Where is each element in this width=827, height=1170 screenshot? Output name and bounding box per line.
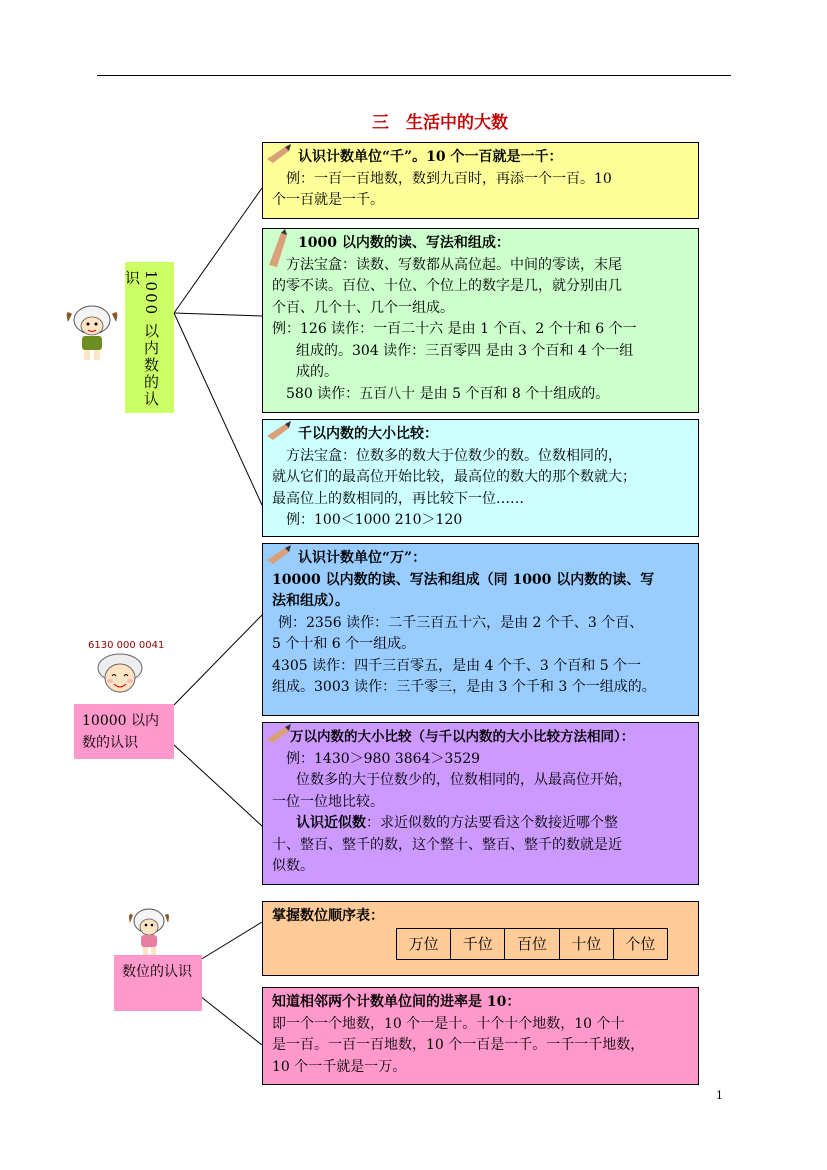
box-text: 方法宝盒：读数、写数都从高位起。中间的零读，末尾 — [286, 256, 622, 273]
page-number: 1 — [716, 1089, 723, 1102]
box-text: 的零不读。百位、十位、个位上的数字是几，就分别由几 — [272, 278, 622, 294]
box-text: 580 读作：五百八十 是由 5 个百和 8 个十组成的。 — [286, 385, 610, 402]
box-text: ：求近似数的方法要看这个数接近哪个整 — [366, 815, 618, 831]
place-value-table — [396, 928, 668, 960]
pen-hand-icon — [265, 544, 293, 566]
box-compare-10000 — [262, 722, 699, 885]
label-10000-within: 10000 以内数的认识 — [74, 704, 174, 759]
box-text: 一位一位地比较。 — [272, 793, 384, 810]
box-text: 例：100＜1000 210＞120 — [286, 512, 463, 528]
box-text: 例：2356 读作：二千三百五十六，是由 2 个千、3 个百、 — [278, 614, 644, 631]
box-text: 例：一百一百地数，数到九百时，再添一个一百。10 — [286, 170, 612, 187]
box-read-write-1000 — [262, 228, 699, 413]
box-text: 组成的。304 读作：三百零四 是由 3 个百和 4 个一组 — [296, 342, 634, 359]
box-heading: 万以内数的大小比较（与千以内数的大小比较方法相同）： — [290, 729, 635, 745]
box-heading: 知道相邻两个计数单位间的进率是 10： — [272, 994, 521, 1010]
place-cell-ge: 个位 — [625, 935, 656, 953]
box-text: 个百、几个十、几个一组成。 — [272, 299, 454, 316]
sheep-face-icon — [90, 650, 150, 702]
page-title: 三 生活中的大数 — [372, 113, 508, 133]
pen-hand-icon — [265, 143, 293, 165]
place-cell-qian: 千位 — [451, 929, 505, 959]
box-heading: 掌握数位顺序表： — [272, 908, 384, 924]
pen-hand-icon — [265, 420, 293, 442]
box-text: 就从它们的最高位开始比较，最高位的数大的那个数就大； — [272, 469, 636, 485]
box-text: 10 个一千就是一万。 — [272, 1058, 407, 1075]
box-text: 十、整百、整千的数，这个整十、整百、整千的数就是近 — [272, 836, 622, 853]
box-text: 是一百。一百一百地数，10 个一百是一千。一千一千地数， — [272, 1037, 645, 1053]
place-cell-bai: 百位 — [505, 929, 559, 959]
box-heading: 千以内数的大小比较： — [298, 426, 438, 442]
box-text: 方法宝盒：位数多的数大于位数少的数。位数相同的， — [286, 447, 622, 464]
box-text: 即一个一个地数，10 个一是十。十个十个地数，10 个十 — [272, 1015, 625, 1032]
box-text: 5 个十和 6 个一组成。 — [272, 636, 416, 652]
box-text: 组成。3003 读作：三千零三，是由 3 个千和 3 个一组成的。 — [272, 679, 656, 695]
box-text: 4305 读作：四千三百零五，是由 4 个千、3 个百和 5 个一 — [272, 657, 642, 674]
box-subheading: 法和组成）。 — [272, 593, 349, 609]
box-subheading: 10000 以内数的读、写法和组成（同 1000 以内数的读、写 — [272, 571, 655, 588]
pen-hand-icon — [265, 229, 293, 269]
pen-hand-icon — [265, 723, 293, 745]
sheep-caption: 6130 000 0041 — [88, 640, 165, 651]
box-heading: 认识计数单位“万”： — [298, 550, 427, 566]
box-text: 位数多的大于位数少的，位数相同的，从最高位开始， — [296, 772, 632, 788]
label-1000-within: 1000 以内数的认识 — [125, 262, 174, 413]
box-text: 例：126 读作：一百二十六 是由 1 个百、2 个十和 6 个一 — [272, 321, 637, 337]
box-ten-thousand-unit — [262, 543, 699, 716]
box-thousand-unit — [262, 142, 699, 219]
box-text: 最高位上的数相同的，再比较下一位…… — [272, 490, 524, 507]
sheep-small-icon — [125, 905, 173, 957]
box-text: 例：1430＞980 3864＞3529 — [286, 750, 481, 767]
box-base-ten — [262, 987, 699, 1085]
box-compare-1000 — [262, 419, 699, 537]
box-heading: 认识计数单位“千”。10 个一百就是一千： — [298, 149, 563, 165]
box-text: 个一百就是一千。 — [272, 192, 384, 208]
sheep-mascot-icon — [62, 300, 122, 362]
label-place-value: 数位的认识 — [114, 955, 202, 1011]
box-text: 似数。 — [272, 858, 314, 874]
approximate-term: 认识近似数 — [296, 815, 366, 831]
place-cell-shi: 十位 — [560, 929, 614, 959]
box-text: 成的。 — [296, 364, 338, 380]
box-heading: 1000 以内数的读、写法和组成： — [298, 235, 510, 251]
place-cell-wan: 万位 — [397, 929, 451, 959]
